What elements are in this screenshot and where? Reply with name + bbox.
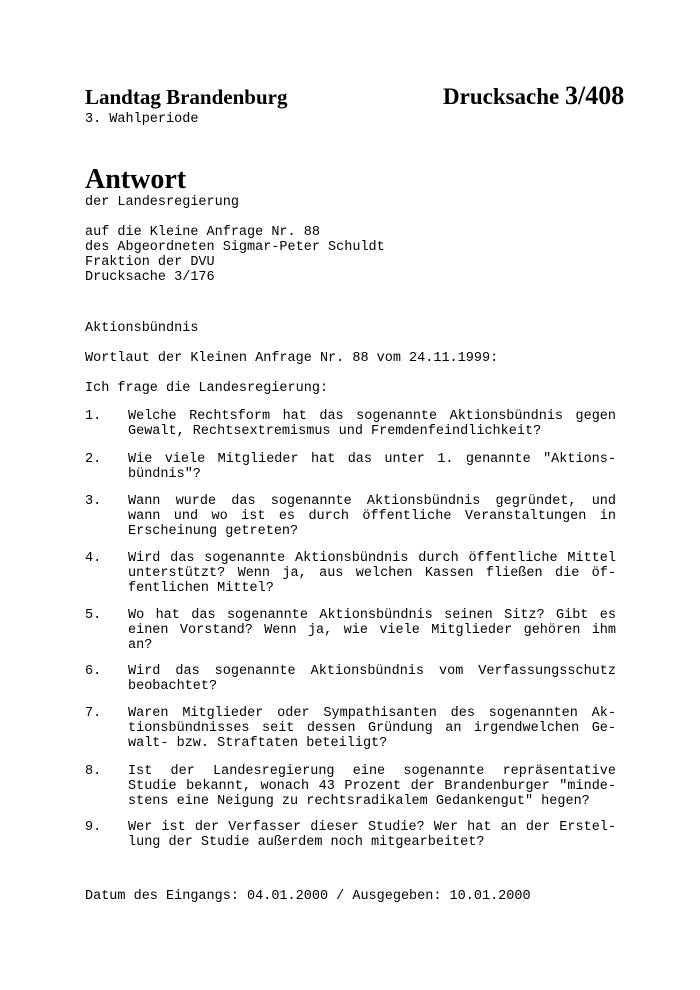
question-line: lung der Studie außerdem noch mitgearbeitet?	[128, 835, 485, 850]
question-line: Wie viele Mitglieder hat das unter 1. genannte "Aktions-	[128, 452, 616, 467]
question-number: 8.	[85, 764, 102, 779]
question-line: Wird das sogenannte Aktionsbündnis durch öffentliche Mittel	[128, 551, 616, 566]
document-title: Antwort	[85, 164, 187, 195]
question-number: 5.	[85, 608, 102, 623]
question-lead: Ich frage die Landesregierung:	[85, 381, 329, 396]
question-line: stens eine Neigung zu rechtsradikalem Gedankengut" hegen?	[128, 794, 590, 809]
question-text	[128, 452, 616, 482]
question-line: Wo hat das sogenannte Aktionsbündnis seinen Sitz? Gibt es	[128, 608, 616, 623]
question-text	[128, 551, 616, 596]
reference-line: Drucksache 3/176	[85, 270, 215, 285]
institution-name: Landtag Brandenburg	[85, 85, 288, 109]
question-line: bündnis"?	[128, 467, 201, 482]
document-number	[443, 82, 624, 111]
reference-line: Fraktion der DVU	[85, 255, 215, 270]
question-line: Wird das sogenannte Aktionsbündnis vom Verfassungsschutz	[128, 664, 616, 679]
document-subtitle: der Landesregierung	[85, 195, 239, 210]
question-line: an?	[128, 638, 153, 653]
question-text	[128, 764, 616, 809]
question-number: 3.	[85, 494, 102, 509]
document-number-value: 3/408	[565, 81, 625, 110]
question-line: beobachtet?	[128, 679, 218, 694]
question-line: Erscheinung getreten?	[128, 524, 299, 539]
footer-dates: Datum des Eingangs: 04.01.2000 / Ausgegeben: 10.01.2000	[85, 889, 531, 904]
question-line: Waren Mitglieder oder Sympathisanten des sogenannten Ak-	[128, 706, 616, 721]
question-number: 1.	[85, 409, 102, 424]
question-number: 9.	[85, 820, 102, 835]
question-line: unterstützt? Wenn ja, aus welchen Kassen fließen die öf-	[128, 566, 616, 581]
document-label: Drucksache	[443, 84, 560, 109]
question-text	[128, 608, 616, 653]
question-number: 2.	[85, 452, 102, 467]
question-text	[128, 706, 616, 751]
question-number: 4.	[85, 551, 102, 566]
question-line: Wer ist der Verfasser dieser Studie? Wer hat an der Erstel-	[128, 820, 616, 835]
question-line: wann und wo ist es durch öffentliche Veranstaltungen in	[128, 509, 616, 524]
question-line: tionsbündnisses seit dessen Gründung an irgendwelchen Ge-	[128, 721, 616, 736]
question-number: 6.	[85, 664, 102, 679]
topic: Aktionsbündnis	[85, 321, 199, 336]
question-line: Ist der Landesregierung eine sogenannte repräsentative	[128, 764, 616, 779]
question-text	[128, 820, 616, 850]
question-line: Gewalt, Rechtsextremismus und Fremdenfeindlichkeit?	[128, 424, 542, 439]
question-line: Wann wurde das sogenannte Aktionsbündnis gegründet, und	[128, 494, 616, 509]
question-text	[128, 409, 616, 439]
question-line: walt- bzw. Straftaten beteiligt?	[128, 736, 388, 751]
intro-text: Wortlaut der Kleinen Anfrage Nr. 88 vom 24.11.1999:	[85, 351, 499, 366]
question-line: Studie bekannt, wonach 43 Prozent der Brandenburger "minde-	[128, 779, 616, 794]
question-line: fentlichen Mittel?	[128, 581, 274, 596]
question-line: Welche Rechtsform hat das sogenannte Aktionsbündnis gegen	[128, 409, 616, 424]
question-text	[128, 664, 616, 694]
legislative-period: 3. Wahlperiode	[85, 112, 199, 127]
reference-line: des Abgeordneten Sigmar-Peter Schuldt	[85, 240, 385, 255]
question-number: 7.	[85, 706, 102, 721]
reference-line: auf die Kleine Anfrage Nr. 88	[85, 225, 320, 240]
question-text	[128, 494, 616, 539]
question-line: einen Vorstand? Wenn ja, wie viele Mitglieder gehören ihm	[128, 623, 616, 638]
